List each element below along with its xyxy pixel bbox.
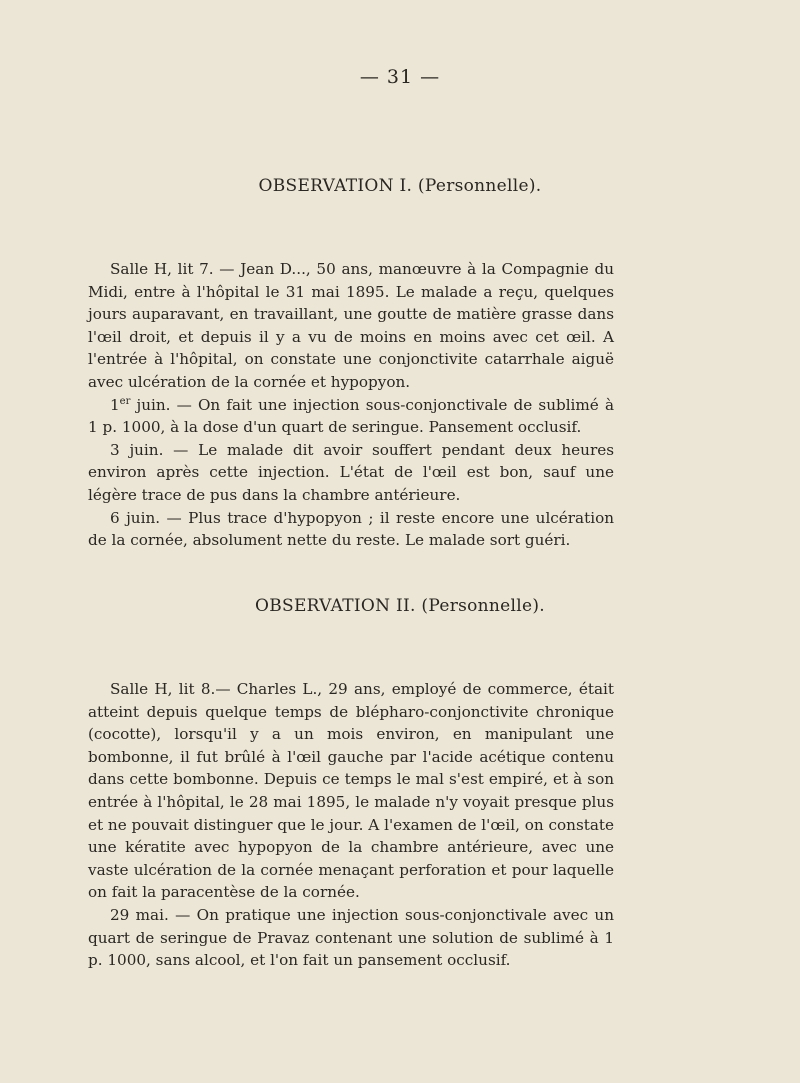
date-day-number: 1 — [110, 395, 120, 414]
observation-1-body — [88, 258, 614, 552]
observation-1-paragraph: 6 juin. — Plus trace d'hypopyon ; il reste encore une ulcération de la cornée, absolument nette du reste. Le malade sort guéri. — [88, 508, 614, 550]
page-number: — 31 — — [359, 66, 441, 88]
observation-1-heading: OBSERVATION I. (Personnelle). — [258, 176, 542, 196]
observation-1-paragraph: 3 juin. — Le malade dit avoir souffert pendant deux heures environ après cette injection. L'état de l'œil est bon, sauf une légère trace de pus dans la chambre antérieure. — [88, 440, 614, 504]
observation-2-heading: OBSERVATION II. (Personnelle). — [254, 596, 546, 616]
date-ordinal-suffix: er — [119, 395, 131, 407]
observation-2-paragraph: Salle H, lit 8.— Charles L., 29 ans, employé de commerce, était atteint depuis quelque temps de blépharo-conjonctivite chronique (cocotte), lorsqu'il y a un mois environ, en manipulant une bombonne, il fut brûlé à l'œil gauche par l'acide acétique contenu dans cette bombonne. Depuis ce temps le mal s'est empiré, et à son entrée à l'hôpital, le 28 mai 1895, le malade n'y voyait presque plus et ne pouvait distinguer que le jour. A l'examen de l'œil, on constate une kératite avec hypopyon de la chambre antérieure, avec une vaste ulcération de la cornée menaçant perforation et pour laquelle on fait la paracentèse de la cornée. — [88, 680, 614, 902]
observation-2-body — [88, 678, 614, 972]
observation-1-paragraph-text: juin. — On fait une injection sous-conjonctivale de sublimé à 1 p. 1000, à la dose d'un quart de seringue. Pansement occlusif. — [88, 395, 615, 437]
observation-1-paragraph-dated — [88, 394, 614, 439]
observation-1-paragraph: Salle H, lit 7. — Jean D..., 50 ans, manœuvre à la Compagnie du Midi, entre à l'hôpital le 31 mai 1895. Le malade a reçu, quelques jours auparavant, en travaillant, une goutte de matière grasse dans l'œil droit, et depuis il y a vu de moins en moins avec cet œil. A l'entrée à l'hôpital, on constate une conjonctivite catarrhale aiguë avec ulcération de la cornée et hypopyon. — [88, 260, 614, 391]
observation-2-paragraph: 29 mai. — On pratique une injection sous-conjonctivale avec un quart de seringue de Pravaz contenant une solution de sublimé à 1 p. 1000, sans alcool, et l'on fait un pansement occlusif. — [88, 905, 614, 970]
